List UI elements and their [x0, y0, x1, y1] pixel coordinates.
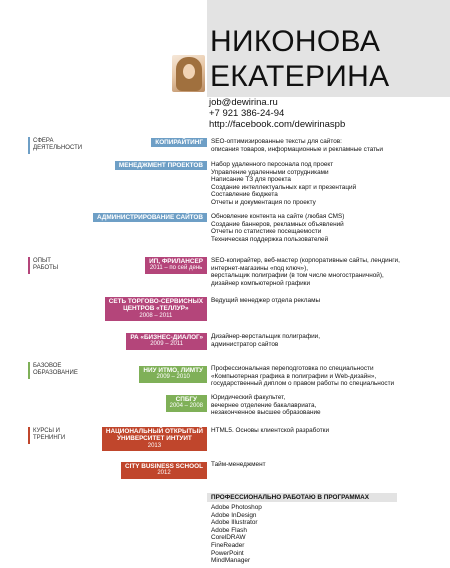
contact-phone: +7 921 386-24-94: [209, 108, 285, 119]
tag-site-administration: АДМИНИСТРИРОВАНИЕ САЙТОВ: [93, 213, 207, 222]
photo-face: [183, 64, 195, 79]
name-line-1: НИКОНОВА: [210, 25, 381, 58]
tag-project-management: МЕНЕДЖМЕНТ ПРОЕКТОВ: [115, 161, 207, 170]
desc-business-dialog: Дизайнер-верстальщик полиграфии, администратор сайтов: [211, 333, 320, 348]
program-item: Adobe Flash: [211, 526, 247, 534]
program-item: CorelDRAW: [211, 534, 246, 542]
tag-business-dialog: РА «БИЗНЕС-ДИАЛОГ» 2009 – 2011: [126, 333, 207, 350]
programs-list: [211, 504, 262, 565]
desc-freelancer: SEO-копирайтер, веб-мастер (корпоративные сайты, лендинги, интернет-магазины «под ключ»), верстальщик полиграфии (в том числе многостраничной), дизайнер компьютерной графики: [211, 257, 400, 287]
section-marker-education: [28, 362, 30, 379]
program-item: FineReader: [211, 541, 245, 549]
contact-facebook[interactable]: http://facebook.com/dewirinaspb: [209, 119, 346, 130]
section-marker-courses: [28, 427, 30, 444]
tag-city-business-school: CITY BUSINESS SCHOOL 2012: [121, 462, 207, 479]
section-marker-experience: [28, 257, 30, 274]
desc-copywriting: SEO-оптимизированные тексты для сайтов: описания товаров, информационные и рекламные статьи: [211, 138, 383, 153]
desc-spbgu: Юридический факультет, вечернее отделение бакалавриата, незаконченное высшее образование: [211, 394, 321, 417]
section-label-experience: ОПЫТ РАБОТЫ: [33, 258, 59, 271]
program-item: Adobe InDesign: [211, 511, 257, 519]
section-label-education: БАЗОВОЕ ОБРАЗОВАНИЕ: [33, 363, 78, 376]
contact-email[interactable]: job@dewirina.ru: [209, 97, 278, 108]
section-label-activity: СФЕРА ДЕЯТЕЛЬНОСТИ: [33, 138, 83, 151]
tag-itmo: НИУ ИТМО, ЛИМТУ 2009 – 2010: [139, 366, 207, 383]
section-marker-activity: [28, 137, 30, 154]
tag-spbgu: СПБГУ 2004 – 2008: [166, 395, 207, 412]
tag-freelancer: ИП, ФРИЛАНСЕР 2011 – по сей день: [145, 257, 207, 274]
desc-project-management: Набор удаленного персонала под проект Управление удаленными сотрудниками Написание ТЗ для проекта Создание интеллектуальных карт и презентаций Составление бюджета Отчеты и документация по проекту: [211, 161, 357, 206]
program-item: Adobe Photoshop: [211, 504, 262, 511]
name-line-2: ЕКАТЕРИНА: [210, 60, 390, 93]
section-label-courses: КУРСЫ И ТРЕНИНГИ: [33, 428, 66, 441]
desc-intuit: HTML5. Основы клиентской разработки: [211, 427, 330, 434]
tag-copywriting: КОПИРАЙТИНГ: [151, 138, 207, 147]
tag-intuit: НАЦИОНАЛЬНЫЙ ОТКРЫТЫЙ УНИВЕРСИТЕТ ИНТУИТ 2013: [102, 427, 207, 451]
program-item: Adobe Illustrator: [211, 519, 258, 527]
tag-tellur: СЕТЬ ТОРГОВО-СЕРВИСНЫХ ЦЕНТРОВ «ТЕЛЛУР» 2008 – 2011: [105, 297, 207, 321]
desc-site-administration: Обновление контента на сайте (любая CMS) Создание баннеров, рекламных объявлений Отчеты по статистике посещаемости Техническая поддержка пользователей: [211, 213, 345, 243]
program-item: PowerPoint: [211, 549, 244, 557]
program-item: MindManager: [211, 557, 251, 565]
desc-tellur: Ведущий менеджер отдела рекламы: [211, 297, 321, 304]
desc-itmo: Профессиональная переподготовка по специальности «Компьютерная графика в полиграфии и Web-дизайн», государственный диплом о правом работы по специальности: [211, 365, 395, 388]
programs-heading: ПРОФЕССИОНАЛЬНО РАБОТАЮ В ПРОГРАММАХ: [207, 493, 397, 502]
profile-photo: [172, 55, 205, 92]
desc-city-business-school: Тайм-менеджмент: [211, 461, 266, 468]
